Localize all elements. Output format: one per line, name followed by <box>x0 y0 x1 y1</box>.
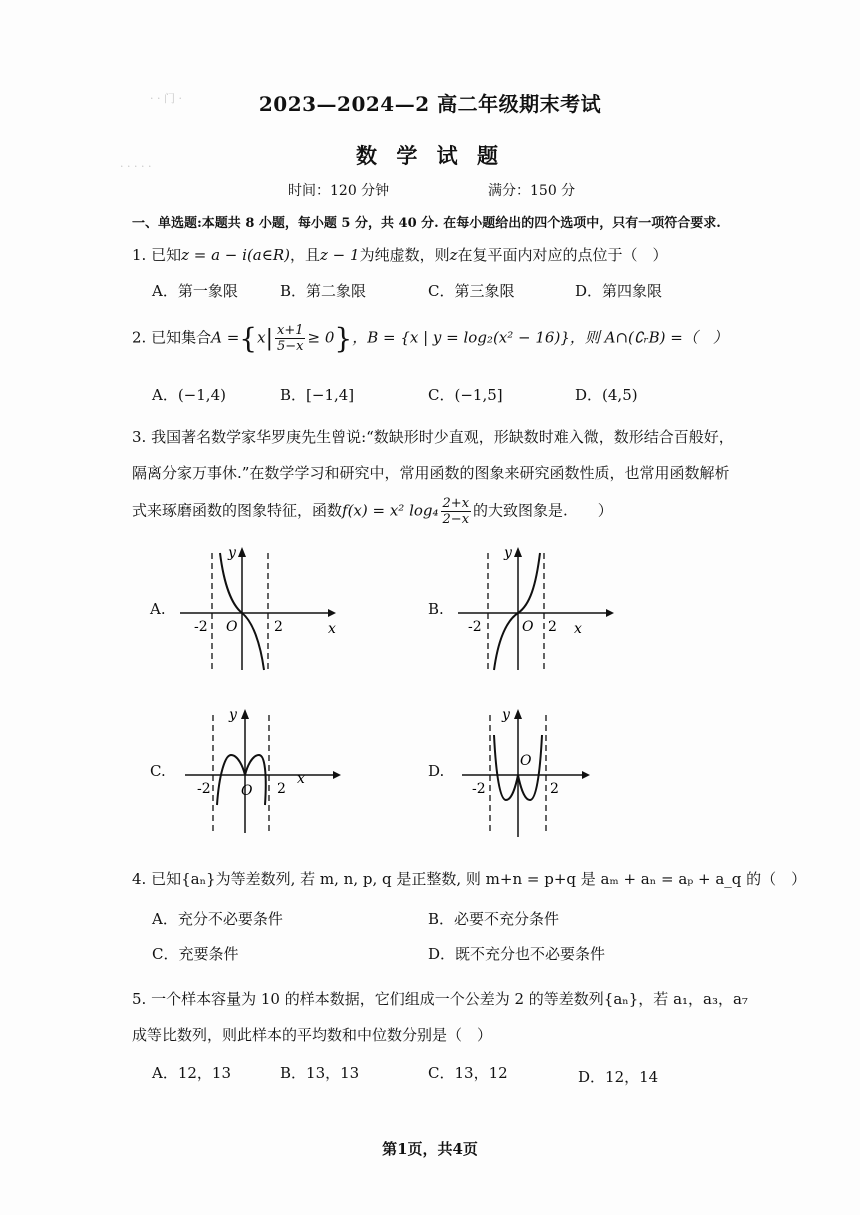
q2-option-d[interactable]: D．(4,5) <box>575 386 638 404</box>
x-axis-arrow <box>582 771 590 779</box>
origin-label: O <box>226 619 238 635</box>
exam-title: 2023—2024—2 高二年级期末考试 <box>258 92 602 116</box>
q4-option-b[interactable]: B．必要不充分条件 <box>428 910 560 928</box>
x-axis-arrow <box>328 609 336 617</box>
question-2: 2. 已知集合A ={x| $\frac{x+1}{5-x}$ ≥ 0}，B = {x | y = log₂(x² − 16)}，则 A∩(∁ᵣB) =（ ） <box>132 322 728 355</box>
q2-frac-den: 5−x <box>276 339 304 354</box>
q5-line-1: 5. 一个样本容量为 10 的样本数据，它们组成一个公差为 2 的等差数列{aₙ}，若 a₁，a₃，a₇ <box>132 990 748 1008</box>
q4-option-a[interactable]: A．充分不必要条件 <box>152 910 283 928</box>
q3-option-a[interactable]: A. <box>150 600 166 618</box>
q3-option-d[interactable]: D. <box>428 762 445 780</box>
q5-line-2: 成等比数列，则此样本的平均数和中位数分别是（ ） <box>132 1026 493 1044</box>
q5-option-a[interactable]: A．12，13 <box>152 1064 232 1082</box>
q2-set-a: A = <box>211 328 240 347</box>
origin-label: O <box>241 783 253 799</box>
scan-noise: · · · · · <box>120 160 152 173</box>
y-axis-arrow <box>514 547 522 557</box>
q1-option-c[interactable]: C．第三象限 <box>428 282 515 300</box>
x-label: x <box>297 771 305 787</box>
q5-option-c[interactable]: C．13，12 <box>428 1064 508 1082</box>
q2-var: x <box>257 328 266 347</box>
pos2-label: 2 <box>550 781 559 797</box>
q2-option-b[interactable]: B．[−1,4] <box>280 386 355 404</box>
q3-fraction <box>441 496 472 527</box>
q1-condition-2: z − 1 <box>320 246 360 264</box>
q3-function: f(x) = x² log₄ <box>342 501 439 520</box>
x-label: x <box>328 621 336 637</box>
subject-title: 数 学 试 题 <box>356 143 504 168</box>
q5-option-b[interactable]: B．13，13 <box>280 1064 360 1082</box>
neg2-label: -2 <box>194 619 208 635</box>
scan-noise: · · 门 · <box>150 92 182 105</box>
origin-label: O <box>520 753 532 769</box>
q3-frac-den: 2−x <box>442 512 470 527</box>
q1-text-3: 在复平面内对应的点位于（ ） <box>457 246 668 264</box>
y-label: y <box>504 545 512 561</box>
question-4: 4. 已知{aₙ}为等差数列, 若 m, n, p, q 是正整数, 则 m+n = p+q 是 aₘ + aₙ = aₚ + a_q 的（ ） <box>132 870 807 888</box>
q3-option-c[interactable]: C. <box>150 762 166 780</box>
q2-frac-num: x+1 <box>276 323 304 338</box>
q2-option-a[interactable]: A．(−1,4) <box>152 386 226 404</box>
q2-set-b: ，B = {x | y = log₂(x² − 16)} <box>352 328 570 347</box>
x-axis-arrow <box>333 771 341 779</box>
q4-option-c[interactable]: C．充要条件 <box>152 945 239 963</box>
q1-option-b[interactable]: B．第二象限 <box>280 282 367 300</box>
y-axis-arrow <box>241 709 249 719</box>
q3-frac-num: 2+x <box>442 496 470 511</box>
pos2-label: 2 <box>277 781 286 797</box>
q2-fraction <box>275 323 306 354</box>
neg2-label: -2 <box>472 781 486 797</box>
q5-option-d[interactable]: D．12，14 <box>578 1068 659 1086</box>
q1-text: ，且 <box>290 246 321 264</box>
neg2-label: -2 <box>468 619 482 635</box>
q4-option-d[interactable]: D．既不充分也不必要条件 <box>428 945 606 963</box>
origin-label: O <box>522 619 534 635</box>
question-1 <box>132 244 668 265</box>
exam-score: 满分：150 分 <box>488 183 576 199</box>
section-heading: 一、单选题:本题共 8 小题，每小题 5 分，共 40 分. 在每小题给出的四个选项中，只有一项符合要求. <box>132 216 721 231</box>
q1-condition: z = a − i(a∈R) <box>181 246 290 264</box>
q3-line-1: 3. 我国著名数学家华罗庚先生曾说:“数缺形时少直观，形缺数时难入微，数形结合百般好， <box>132 428 734 446</box>
q2-question: ，则 A∩(∁ᵣB) =（ ） <box>569 328 728 347</box>
q1-text-2: 为纯虚数，则 <box>359 246 450 264</box>
q3-question: 的大致图象是. ） <box>473 501 613 520</box>
y-label: y <box>229 707 237 723</box>
x-label: x <box>574 621 582 637</box>
q1-option-a[interactable]: A．第一象限 <box>152 282 238 300</box>
y-axis-arrow <box>238 547 246 557</box>
x-axis-arrow <box>606 609 614 617</box>
q1-var: z <box>449 246 458 264</box>
graph-b <box>458 545 618 680</box>
graph-a <box>180 545 340 680</box>
pos2-label: 2 <box>548 619 557 635</box>
graph-d <box>462 705 622 840</box>
curve <box>494 553 540 670</box>
q1-prefix: 1. 已知 <box>132 246 182 264</box>
pos2-label: 2 <box>274 619 283 635</box>
q3-line-2: 隔离分家万事休.”在数学学习和研究中，常用函数的图象来研究函数性质，也常用函数解析 <box>132 464 730 482</box>
graph-c <box>185 705 345 840</box>
q2-prefix: 2. 已知集合 <box>132 328 212 347</box>
q3-line-3 <box>132 496 613 527</box>
q2-inequality: ≥ 0 <box>307 328 335 347</box>
page-footer: 第1页，共4页 <box>382 1140 478 1158</box>
q3-text: 式来琢磨函数的图象特征，函数 <box>132 501 343 520</box>
y-label: y <box>228 545 236 561</box>
y-axis-arrow <box>514 709 522 719</box>
q1-option-d[interactable]: D．第四象限 <box>575 282 663 300</box>
neg2-label: -2 <box>197 781 211 797</box>
q2-option-c[interactable]: C．(−1,5] <box>428 386 503 404</box>
q3-option-b[interactable]: B. <box>428 600 444 618</box>
y-label: y <box>502 707 510 723</box>
exam-time: 时间：120 分钟 <box>288 183 390 199</box>
